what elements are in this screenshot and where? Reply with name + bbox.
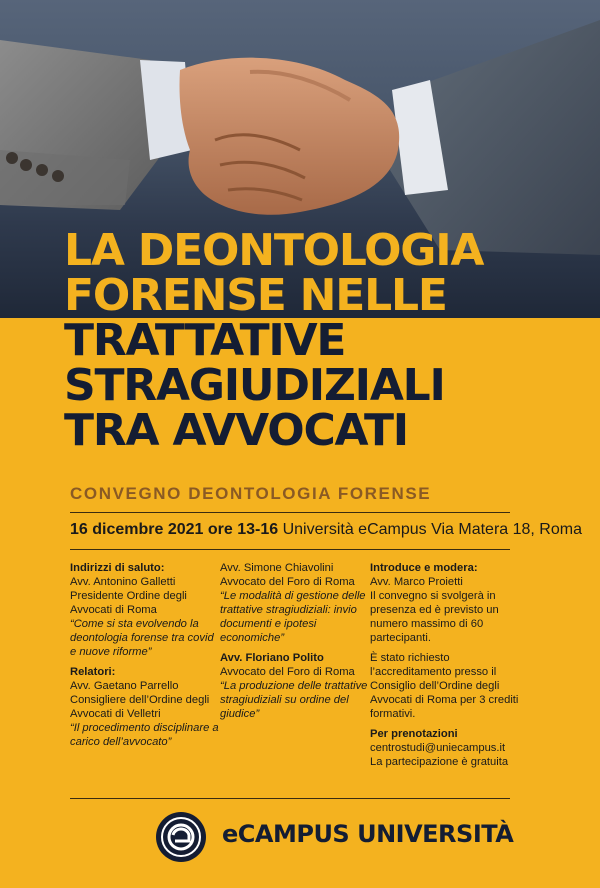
speakers-heading: Relatori: bbox=[70, 666, 116, 678]
program-column-1 bbox=[70, 561, 220, 749]
moderator-name: Avv. Marco Proietti bbox=[370, 576, 463, 588]
title-line-5: TRA AVVOCATI bbox=[64, 405, 408, 456]
event-dateline bbox=[70, 521, 582, 539]
speaker-role: Consigliere dell’Ordine degli Avvocati di Velletri bbox=[70, 694, 210, 720]
top-divider bbox=[70, 512, 510, 513]
attendance-info: Il convegno si svolgerà in presenza ed è previsto un numero massimo di 60 partecipanti. bbox=[370, 590, 499, 644]
speaker-role: Avvocato del Foro di Roma bbox=[220, 666, 355, 678]
booking-email[interactable]: centrostudi@uniecampus.it bbox=[370, 742, 506, 754]
title-line-2: FORENSE NELLE bbox=[64, 270, 447, 321]
title-line-1: LA DEONTOLOGIA bbox=[64, 225, 484, 276]
program-column-2 bbox=[220, 561, 368, 721]
booking-note: La partecipazione è gratuita bbox=[370, 756, 509, 768]
greetings-heading: Indirizzi di saluto: bbox=[70, 562, 165, 574]
event-subtitle: CONVEGNO DEONTOLOGIA FORENSE bbox=[70, 484, 432, 503]
speaker-role: Presidente Ordine degli Avvocati di Roma bbox=[70, 590, 187, 616]
logo-brand: eCAMPUS bbox=[222, 820, 350, 848]
speaker-talk-title: “Come si sta evolvendo la deontologia forense tra covid e nuove riforme” bbox=[70, 618, 214, 658]
logo-university: UNIVERSITÀ bbox=[357, 820, 514, 848]
middle-divider bbox=[70, 549, 510, 550]
ecampus-logo-text bbox=[222, 820, 513, 848]
program-column-3 bbox=[370, 561, 520, 769]
ecampus-logo-icon bbox=[155, 811, 207, 863]
accreditation-info: È stato richiesto l’accreditamento presso il Consiglio dell’Ordine degli Avvocati di Roma per 3 crediti formativi. bbox=[370, 652, 519, 720]
poster-title bbox=[64, 225, 584, 456]
title-line-3: TRATTATIVE bbox=[64, 315, 346, 366]
booking-heading: Per prenotazioni bbox=[370, 728, 458, 740]
speaker-name: Avv. Antonino Galletti bbox=[70, 576, 176, 588]
speaker-talk-title: “Il procedimento disciplinare a carico dell’avvocato” bbox=[70, 722, 219, 748]
speaker-talk-title: “La produzione delle trattative stragiudiziali su ordine del giudice” bbox=[220, 680, 368, 720]
bottom-divider bbox=[70, 798, 510, 799]
event-venue: Università eCampus Via Matera 18, Roma bbox=[282, 521, 582, 538]
speaker-name: Avv. Simone Chiavolini bbox=[220, 562, 334, 574]
event-date-time: 16 dicembre 2021 ore 13-16 bbox=[70, 521, 279, 538]
speaker-name: Avv. Floriano Polito bbox=[220, 652, 324, 664]
speaker-talk-title: “Le modalità di gestione delle trattative stragiudiziali: invio documenti e ipotesi economiche” bbox=[220, 590, 366, 644]
speaker-role: Avvocato del Foro di Roma bbox=[220, 576, 355, 588]
moderator-heading: Introduce e modera: bbox=[370, 562, 478, 574]
title-line-4: STRAGIUDIZIALI bbox=[64, 360, 445, 411]
speaker-name: Avv. Gaetano Parrello bbox=[70, 680, 179, 692]
